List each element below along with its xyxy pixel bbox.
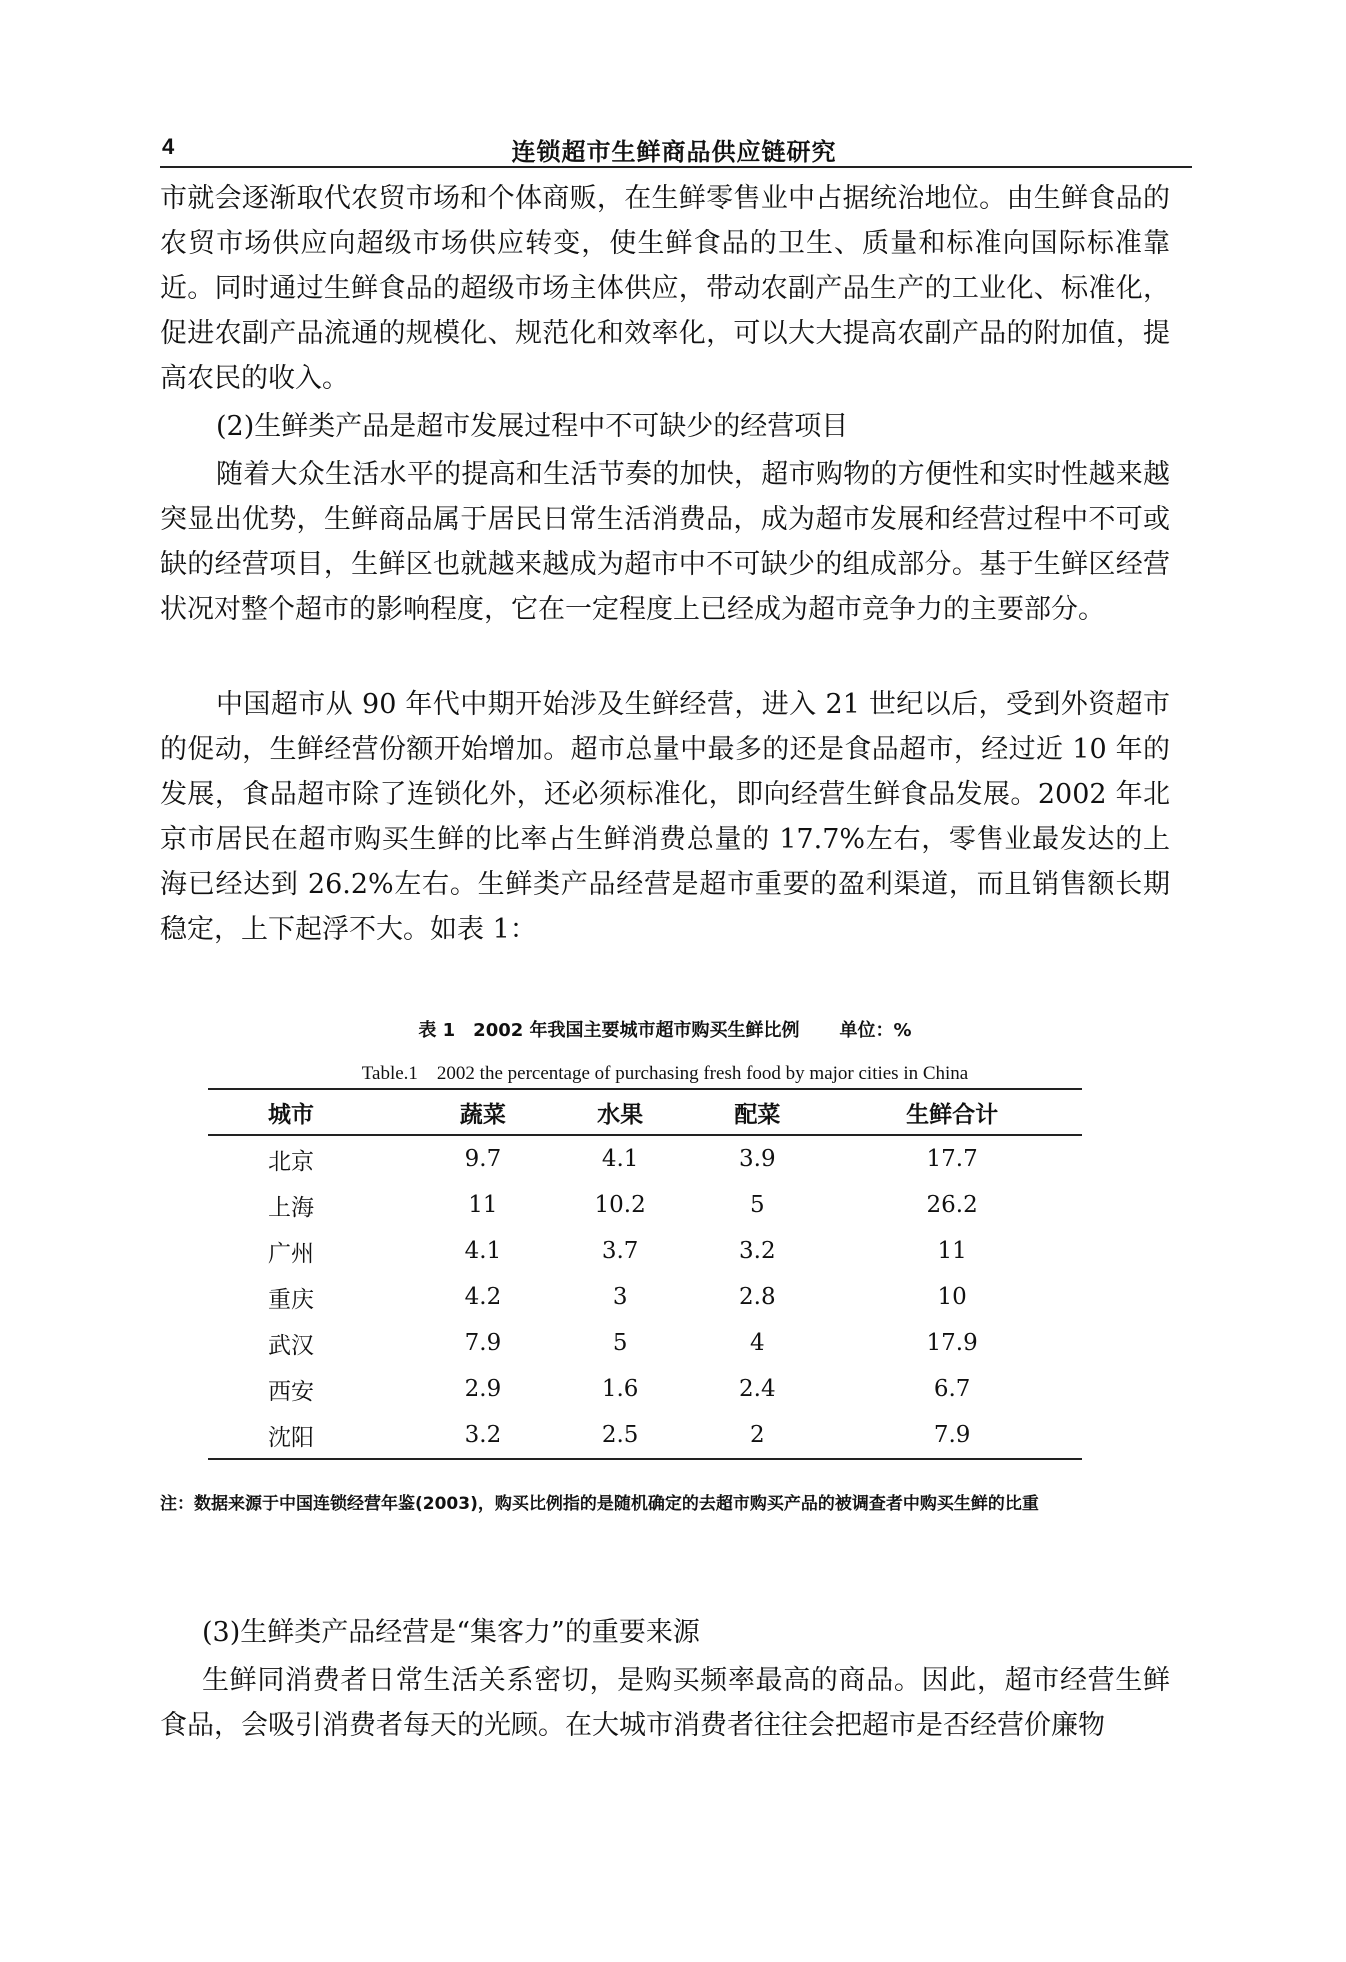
running-header bbox=[160, 128, 1188, 168]
table-cell: 10 bbox=[937, 1284, 967, 1310]
table-cell: 9.7 bbox=[464, 1146, 502, 1172]
table-unit: 单位：% bbox=[839, 1020, 912, 1041]
paragraph: 中国超市从 90 年代中期开始涉及生鲜经营，进入 21 世纪以后，受到外资超市的促动，生鲜经营份额开始增加。超市总量中最多的还是食品超市，经过近 10 年的发展，食品超市除了连锁化外，还必须标准化，即向经营生鲜食品发展。2002 年北京市居民在超市购买生鲜的比率占生鲜消费总量的 17.7%左右，零售业最发达的上海已经达到 26.2%左右。生鲜类产品经营是超市重要的盈利渠道，而且销售额长期稳定，上下起浮不大。如表 1： bbox=[160, 689, 1170, 945]
table-cell: 11 bbox=[937, 1238, 967, 1264]
table-row bbox=[208, 1274, 1082, 1320]
page-number: 4 bbox=[162, 134, 175, 159]
table-cell: 2.4 bbox=[739, 1376, 776, 1402]
table-cell: 4 bbox=[750, 1330, 765, 1356]
table-cell: 3.7 bbox=[601, 1238, 639, 1264]
table-cell: 2.9 bbox=[464, 1376, 502, 1402]
table-cell: 4.2 bbox=[464, 1284, 502, 1310]
table-caption-title: 表 1 2002 年我国主要城市超市购买生鲜比例 bbox=[418, 1020, 800, 1041]
table-cell: 4.1 bbox=[601, 1146, 639, 1172]
paragraph: 随着大众生活水平的提高和生活节奏的加快，超市购物的方便性和实时性越来越突显出优势，生鲜商品属于居民日常生活消费品，成为超市发展和经营过程中不可或缺的经营项目，生鲜区也就越来越成为超市中不可缺少的组成部分。基于生鲜区经营状况对整个超市的影响程度，它在一定程度上已经成为超市竞争力的主要部分。 bbox=[160, 459, 1170, 625]
table-cell: 3.2 bbox=[464, 1422, 502, 1448]
table-cell: 重庆 bbox=[268, 1286, 314, 1313]
table-cell: 北京 bbox=[268, 1148, 314, 1175]
table-cell: 17.7 bbox=[926, 1146, 978, 1172]
table-cell: 4.1 bbox=[464, 1238, 502, 1264]
table-cell: 6.7 bbox=[933, 1376, 971, 1402]
table-caption-cn bbox=[160, 1016, 1170, 1042]
table-cell: 西安 bbox=[268, 1378, 314, 1405]
table-cell: 1.6 bbox=[601, 1376, 639, 1402]
table-row bbox=[208, 1366, 1082, 1412]
section-heading: (2)生鲜类产品是超市发展过程中不可缺少的经营项目 bbox=[216, 411, 849, 442]
table-row bbox=[208, 1320, 1082, 1366]
table-row bbox=[208, 1412, 1082, 1459]
table-cell: 7.9 bbox=[464, 1330, 502, 1356]
table-cell: 10.2 bbox=[594, 1192, 646, 1218]
table-cell: 3.9 bbox=[739, 1146, 776, 1172]
table-caption-en: Table.1 2002 the percentage of purchasing fresh food by major cities in China bbox=[361, 1063, 969, 1084]
table-row bbox=[208, 1135, 1082, 1182]
table-cell: 7.9 bbox=[933, 1422, 971, 1448]
table-cell: 5 bbox=[750, 1192, 765, 1218]
table-cell: 11 bbox=[468, 1192, 498, 1218]
table-row bbox=[208, 1228, 1082, 1274]
column-header: 城市 bbox=[268, 1101, 314, 1128]
column-header: 生鲜合计 bbox=[906, 1101, 999, 1128]
table-note: 注：数据来源于中国连锁经营年鉴(2003)，购买比例指的是随机确定的去超市购买产品的被调查者中购买生鲜的比重 bbox=[160, 1494, 1039, 1514]
table-cell: 广州 bbox=[268, 1240, 314, 1267]
table-cell: 5 bbox=[612, 1330, 628, 1356]
table-cell: 26.2 bbox=[926, 1192, 978, 1218]
table-cell: 上海 bbox=[268, 1194, 314, 1221]
table-cell: 沈阳 bbox=[268, 1424, 314, 1451]
section-heading: (3)生鲜类产品经营是“集客力”的重要来源 bbox=[202, 1617, 700, 1648]
table-cell: 武汉 bbox=[268, 1332, 314, 1359]
table-cell: 3.2 bbox=[739, 1238, 776, 1264]
column-header: 水果 bbox=[597, 1101, 644, 1128]
table-row bbox=[208, 1182, 1082, 1228]
data-table bbox=[208, 1088, 1082, 1460]
column-header: 配菜 bbox=[734, 1101, 781, 1128]
running-title: 连锁超市生鲜商品供应链研究 bbox=[511, 138, 837, 166]
paragraph: 市就会逐渐取代农贸市场和个体商贩，在生鲜零售业中占据统治地位。由生鲜食品的农贸市场供应向超级市场供应转变，使生鲜食品的卫生、质量和标准向国际标准靠近。同时通过生鲜食品的超级市场主体供应，带动农副产品生产的工业化、标准化，促进农副产品流通的规模化、规范化和效率化，可以大大提高农副产品的附加值，提高农民的收入。 bbox=[160, 183, 1170, 394]
table-cell: 17.9 bbox=[926, 1330, 978, 1356]
table-cell: 2.5 bbox=[601, 1422, 639, 1448]
table-header-row bbox=[208, 1089, 1082, 1135]
header-rule bbox=[160, 166, 1192, 168]
table-cell: 2.8 bbox=[739, 1284, 776, 1310]
table-cell: 3 bbox=[612, 1284, 628, 1310]
paragraph: 生鲜同消费者日常生活关系密切，是购买频率最高的商品。因此，超市经营生鲜食品，会吸引消费者每天的光顾。在大城市消费者往往会把超市是否经营价廉物 bbox=[160, 1665, 1170, 1741]
column-header: 蔬菜 bbox=[459, 1101, 506, 1128]
table-cell: 2 bbox=[750, 1422, 765, 1448]
